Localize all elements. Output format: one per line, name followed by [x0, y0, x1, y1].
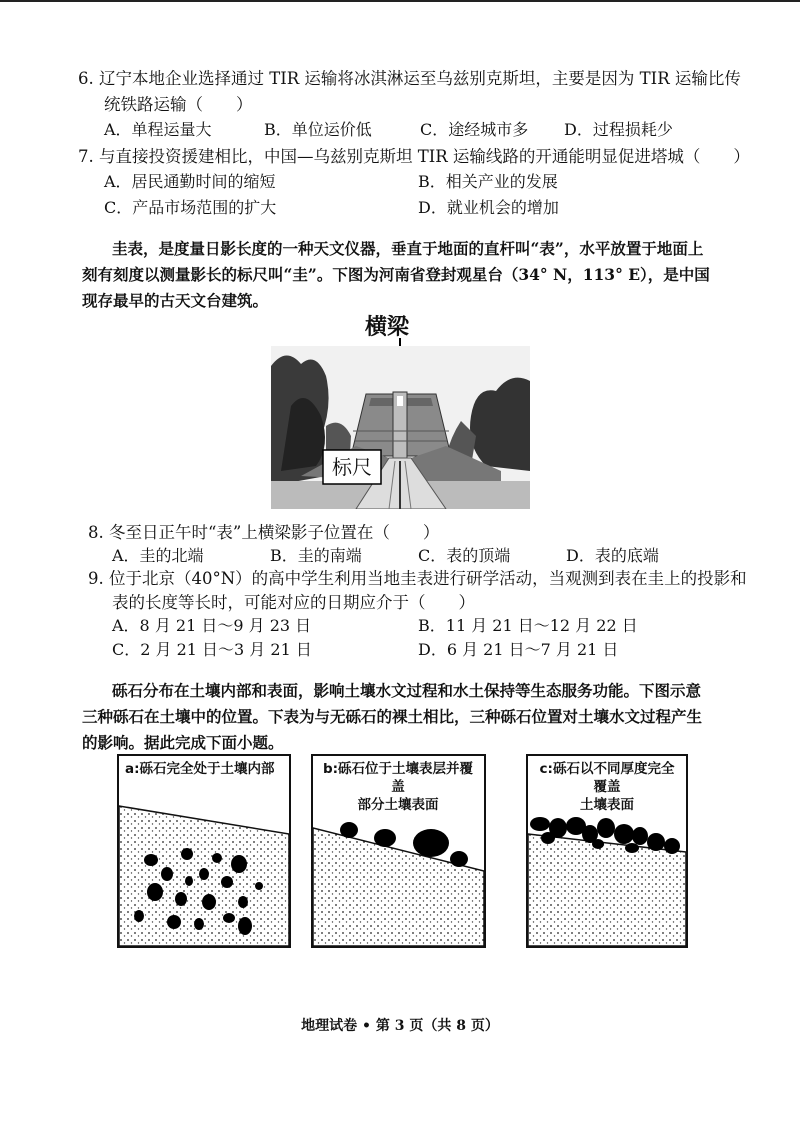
- panel-b-title: b:砾石位于土壤表层并覆盖 部分土壤表面: [322, 761, 474, 813]
- q6-stem-line2: 统铁路运输（ ）: [104, 95, 253, 114]
- intro1-line1: 圭表，是度量日影长度的一种天文仪器，垂直于地面的直杆叫“表”，水平放置于地面上: [112, 239, 704, 258]
- panel-a-title: a:砾石完全处于土壤内部: [125, 761, 275, 777]
- q6-option-d[interactable]: D．过程损耗少: [564, 120, 673, 139]
- page-footer: 地理试卷 • 第 3 页（共 8 页）: [301, 1018, 499, 1034]
- q7-option-d[interactable]: D．就业机会的增加: [418, 198, 559, 217]
- q9-option-c[interactable]: C．2 月 21 日～3 月 21 日: [112, 640, 312, 659]
- q8-option-a[interactable]: A．圭的北端: [112, 546, 204, 565]
- q6-option-b[interactable]: B．单位运价低: [264, 120, 372, 139]
- intro1-line3: 现存最早的古天文台建筑。: [82, 291, 269, 310]
- q8-stem: 8. 冬至日正午时“表”上横梁影子位置在（ ）: [88, 523, 440, 542]
- q9-option-d[interactable]: D．6 月 21 日～7 月 21 日: [418, 640, 619, 659]
- ruler-label: 标尺: [332, 455, 372, 479]
- panel-c-title: c:砾石以不同厚度完全覆盖 土壤表面: [539, 761, 675, 813]
- q7-option-a[interactable]: A．居民通勤时间的缩短: [104, 172, 276, 191]
- intro2-line3: 的影响。据此完成下面小题。: [82, 733, 284, 752]
- q9-option-b[interactable]: B．11 月 21 日～12 月 22 日: [418, 616, 638, 635]
- q6-option-c[interactable]: C．途经城市多: [420, 120, 529, 139]
- q6-stem-line1: 6. 辽宁本地企业选择通过 TIR 运输将冰淇淋运至乌兹别克斯坦，主要是因为 TIR 运输比传: [78, 69, 741, 88]
- intro2-line2: 三种砾石在土壤中的位置。下表为与无砾石的裸土相比，三种砾石位置对土壤水文过程产生: [82, 707, 703, 726]
- q7-stem: 7. 与直接投资援建相比，中国—乌兹别克斯坦 TIR 运输线路的开通能明显促进塔城（ ）: [78, 147, 750, 166]
- beam-label: 横梁: [365, 315, 410, 340]
- observatory-photo: [271, 346, 530, 509]
- q8-option-b[interactable]: B．圭的南端: [270, 546, 362, 565]
- q9-stem-line1: 9. 位于北京（40°N）的高中学生利用当地圭表进行研学活动，当观测到表在圭上的投影和: [88, 569, 747, 588]
- q8-option-c[interactable]: C．表的顶端: [418, 546, 511, 565]
- q6-option-a[interactable]: A．单程运量大: [104, 120, 212, 139]
- q7-option-c[interactable]: C．产品市场范围的扩大: [104, 198, 277, 217]
- q8-option-d[interactable]: D．表的底端: [566, 546, 659, 565]
- panel-c-gravel-full-cover: [526, 754, 688, 948]
- q9-stem-line2: 表的长度等长时，可能对应的日期应介于（ ）: [112, 593, 475, 612]
- panel-b-gravel-partial-cover: [311, 754, 486, 948]
- q9-option-a[interactable]: A．8 月 21 日～9 月 23 日: [112, 616, 312, 635]
- intro2-line1: 砾石分布在土壤内部和表面，影响土壤水文过程和水土保持等生态服务功能。下图示意: [112, 681, 702, 700]
- panel-a-gravel-inside-soil: [117, 754, 291, 948]
- top-border: [0, 0, 800, 2]
- q7-option-b[interactable]: B．相关产业的发展: [418, 172, 558, 191]
- intro1-line2: 刻有刻度以测量影长的标尺叫“圭”。下图为河南省登封观星台（34° N，113° E），是中国: [82, 265, 710, 284]
